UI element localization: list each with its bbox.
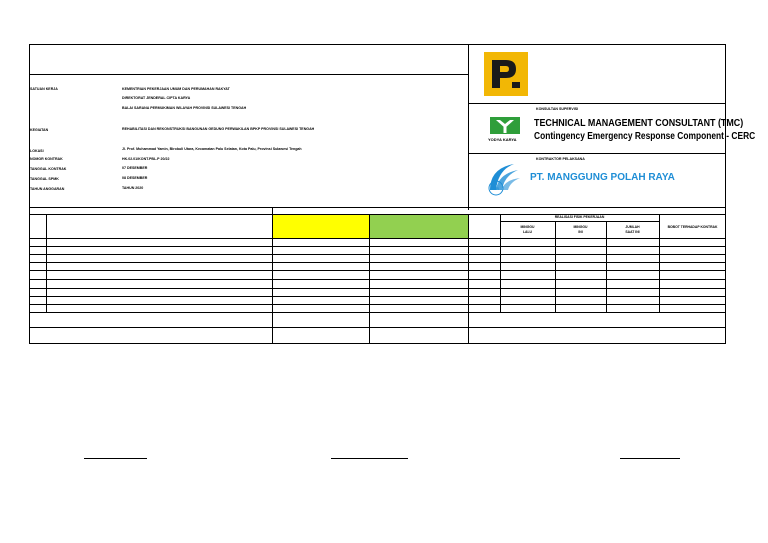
title-row-line bbox=[29, 74, 468, 75]
header-bottom-line bbox=[29, 207, 726, 208]
col-bobot-kontrak: BOBOT TERHADAP KONTRAK bbox=[667, 225, 718, 229]
table-line bbox=[29, 327, 726, 328]
label-tanggal-spmk: TANGGAL SPMK bbox=[30, 177, 59, 181]
signature-line-left bbox=[84, 458, 147, 459]
col-jumlah-saat-ini: JUMLAH SAAT INI bbox=[625, 225, 640, 234]
contractor-label: KONTRAKTOR PELAKSANA bbox=[536, 157, 585, 161]
value-tanggal-kontrak: 07 DESEMBER bbox=[122, 166, 148, 170]
table-line bbox=[29, 279, 726, 280]
logo-row-line bbox=[468, 103, 726, 104]
value-tahun-anggaran: TAHUN 2020 bbox=[122, 186, 144, 190]
label-satuan-kerja: SATUAN KERJA bbox=[30, 87, 58, 91]
consultant-row-line bbox=[468, 153, 726, 154]
value-lokasi: Jl. Prof. Muhammad Yamin, Birobuli Utara, Kecamatan Palu Selatan, Kota Palu, Provinsi Sulawesi Tengah bbox=[122, 147, 302, 151]
yellow-header-cell bbox=[272, 214, 369, 238]
table-line bbox=[29, 312, 726, 313]
table-line bbox=[29, 304, 726, 305]
yodya-karya-text: YODYA KARYA bbox=[488, 137, 517, 142]
value-nomor-kontrak: HK.02.01/KONT.PBL.P 20/22 bbox=[122, 157, 170, 161]
label-lokasi: LOKASI bbox=[30, 149, 44, 153]
signature-line-center bbox=[331, 458, 408, 459]
value-satuan-kerja-1: KEMENTRIAN PEKERJAAN UMUM DAN PERUMAHAN RAKYAT bbox=[122, 87, 230, 91]
table-col-line bbox=[606, 221, 607, 312]
value-satuan-kerja-2: DIREKTORAT JENDERAL CIPTA KARYA bbox=[122, 96, 191, 100]
label-tahun-anggaran: TAHUN ANGGARAN bbox=[30, 187, 65, 191]
consultant-title: TECHNICAL MANAGEMENT CONSULTANT (TMC) bbox=[534, 117, 744, 129]
signature-line-right bbox=[620, 458, 680, 459]
table-col-line bbox=[272, 207, 273, 344]
header-divider bbox=[468, 44, 469, 210]
value-kegiatan: REHABILITASI DAN REKONSTRUKSI BANGUNAN GEDUNG PERWAKILAN BPKP PROVINSI SULAWESI TENGAH bbox=[122, 127, 315, 131]
realisasi-header: REALISASI FISIK PEKERJAAN bbox=[554, 215, 605, 219]
table-line bbox=[29, 288, 726, 289]
table-line bbox=[500, 221, 659, 222]
table-col-line bbox=[468, 214, 469, 344]
table-col-line bbox=[555, 221, 556, 312]
label-tanggal-kontrak: TANGGAL KONTRAK bbox=[30, 167, 67, 171]
label-kegiatan: KEGIATAN bbox=[30, 128, 49, 132]
table-col-line bbox=[369, 214, 370, 344]
table-line bbox=[29, 238, 726, 239]
consultant-subtitle: Contingency Emergency Response Component - CERC bbox=[534, 131, 756, 142]
table-line bbox=[29, 296, 726, 297]
table-line bbox=[29, 270, 726, 271]
pu-logo-icon bbox=[484, 52, 528, 96]
col-minggu-lalu: MINGGU LALU bbox=[520, 225, 535, 234]
label-nomor-kontrak: NOMOR KONTRAK bbox=[30, 157, 63, 161]
yodya-karya-logo-icon bbox=[490, 117, 520, 137]
mpr-logo-text: MPR bbox=[490, 186, 499, 191]
table-line bbox=[29, 262, 726, 263]
value-tanggal-spmk: 08 DESEMBER bbox=[122, 176, 148, 180]
table-line bbox=[29, 254, 726, 255]
col-minggu-ini: MINGGU INI bbox=[573, 225, 588, 234]
table-col-line bbox=[46, 214, 47, 312]
table-line bbox=[29, 246, 726, 247]
contractor-name: PT. MANGGUNG POLAH RAYA bbox=[530, 172, 675, 183]
value-satuan-kerja-3: BALAI SARANA PERMUKIMAN WILAYAH PROVINSI SULAWESI TENGAH bbox=[122, 106, 247, 110]
consultant-label: KONSULTAN SUPERVISI bbox=[536, 107, 579, 111]
green-header-cell bbox=[369, 214, 468, 238]
